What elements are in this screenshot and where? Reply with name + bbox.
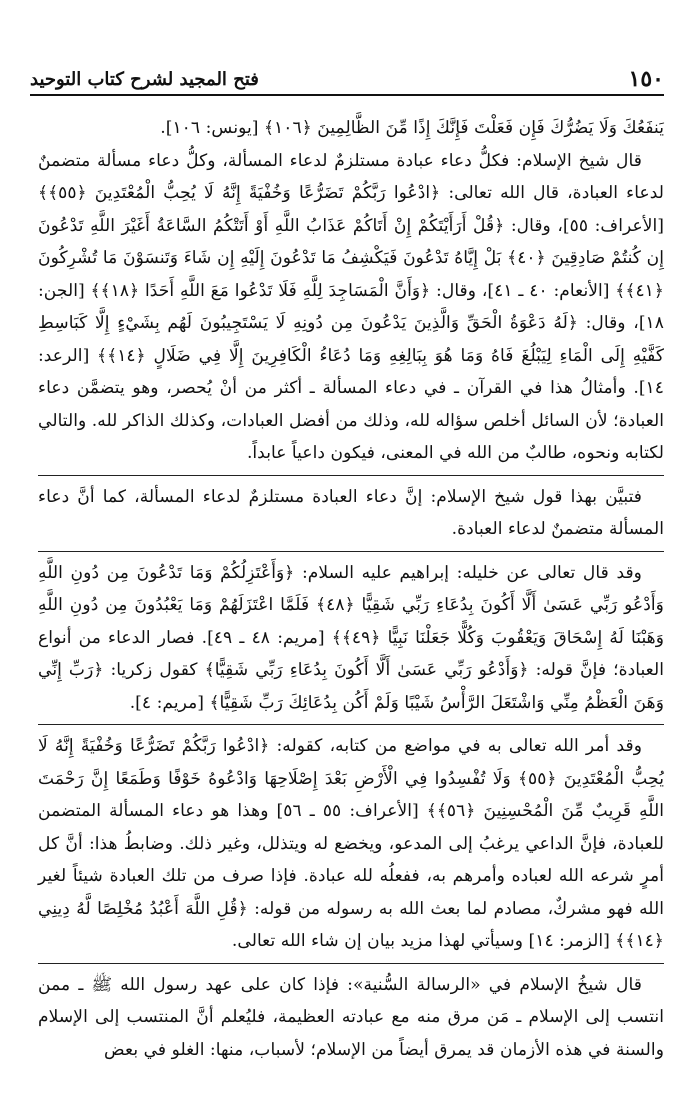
- page-header: [30, 60, 664, 96]
- book-title: فتح المجيد لشرح كتاب التوحيد: [30, 69, 259, 90]
- section-divider: [38, 963, 664, 964]
- paragraph-command: وقد أمر الله تعالى به في مواضع من كتابه، كقوله: ﴿ادْعُوا رَبَّكُمْ تَضَرُّعًا وَخُفْيَةً إِنَّهُ لَا يُحِبُّ الْمُعْتَدِينَ ﴿٥٥﴾ وَلَا تُفْسِدُوا فِي الْأَرْضِ بَعْدَ إِصْلَاحِهَا وَادْعُوهُ خَوْفًا وَطَمَعًا إِنَّ رَحْمَتَ اللَّهِ قَرِيبٌ مِّنَ الْمُحْسِنِينَ ﴿٥٦﴾﴾ [الأعراف: ٥٥ ـ ٥٦] وهذا هو دعاء المسألة المتضمن للعبادة، فإنَّ الداعي يرغبُ إلى المدعو، ويخضع له ويتذلل، وغير ذلك. وضابطُ هذا: أنَّ كل أمرٍ شرعه الله لعباده وأمرهم به، ففعلُه لله عبادة. فإذا صرف من تلك العبادة شيئاً لغير الله فهو مشركٌ، مصادم لما بعث الله به رسوله من قوله: ﴿قُلِ اللَّهَ أَعْبُدُ مُخْلِصًا لَّهُ دِينِي ﴿١٤﴾﴾ [الزمر: ١٤] وسيأتي لهذا مزيد بيان إن شاء الله تعالى.: [38, 736, 664, 951]
- paragraph-sunni-letter: قال شيخُ الإسلام في «الرسالة السُّنية»: فإذا كان على عهد رسول الله ﷺ ـ ممن انتسب إلى الإسلام ـ مَن مرق منه مع عبادته العظيمة، فليُعلم أنَّ المنتسب إلى الإسلام والسنة في هذه الأزمان قد يمرق أيضاً من الإسلام؛ لأسباب، منها: الغلو في بعض: [38, 974, 664, 1060]
- paragraph-ibn-taymiyyah-quote: قال شيخ الإسلام: فكلُّ دعاء عبادة مستلزمٌ لدعاء المسألة، وكلُّ دعاء مسألة متضمنٌ لدعاء العبادة، قال الله تعالى: ﴿ادْعُوا رَبَّكُمْ تَضَرُّعًا وَخُفْيَةً إِنَّهُ لَا يُحِبُّ الْمُعْتَدِينَ ﴿٥٥﴾﴾ [الأعراف: ٥٥]، وقال: ﴿قُلْ أَرَأَيْتَكُمْ إِنْ أَتَاكُمْ عَذَابُ اللَّهِ أَوْ أَتَتْكُمُ السَّاعَةُ أَغَيْرَ اللَّهِ تَدْعُونَ إِن كُنتُمْ صَادِقِينَ ﴿٤٠﴾ بَلْ إِيَّاهُ تَدْعُونَ فَيَكْشِفُ مَا تَدْعُونَ إِلَيْهِ إِن شَاءَ وَتَنسَوْنَ مَا تُشْرِكُونَ ﴿٤١﴾﴾ [الأنعام: ٤٠ ـ ٤١]، وقال: ﴿وَأَنَّ الْمَسَاجِدَ لِلَّهِ فَلَا تَدْعُوا مَعَ اللَّهِ أَحَدًا ﴿١٨﴾﴾ [الجن: ١٨]، وقال: ﴿لَهُ دَعْوَةُ الْحَقِّ وَالَّذِينَ يَدْعُونَ مِن دُونِهِ لَا يَسْتَجِيبُونَ لَهُم بِشَيْءٍ إِلَّا كَبَاسِطِ كَفَّيْهِ إِلَى الْمَاءِ لِيَبْلُغَ فَاهُ وَمَا هُوَ بِبَالِغِهِ وَمَا دُعَاءُ الْكَافِرِينَ إِلَّا فِي ضَلَالٍ ﴿١٤﴾﴾ [الرعد: ١٤]. وأمثالُ هذا في القرآن ـ في دعاء المسألة ـ أكثر من أنْ يُحصر، وهو يتضمَّن دعاء العبادة؛ لأن السائل أخلص سؤاله لله، وذلك من أفضل العبادات، وكذلك الذاكر لله. والتالي لكتابه ونحوه، طالبٌ من الله في المعنى، فيكون داعياً عابداً.: [38, 150, 664, 463]
- section-divider: [38, 724, 664, 725]
- paragraph-ibrahim: وقد قال تعالى عن خليله: إبراهيم عليه السلام: ﴿وَأَعْتَزِلُكُمْ وَمَا تَدْعُونَ مِن دُونِ اللَّهِ وَأَدْعُو رَبِّي عَسَىٰ أَلَّا أَكُونَ بِدُعَاءِ رَبِّي شَقِيًّا ﴿٤٨﴾ فَلَمَّا اعْتَزَلَهُمْ وَمَا يَعْبُدُونَ مِن دُونِ اللَّهِ وَهَبْنَا لَهُ إِسْحَاقَ وَيَعْقُوبَ وَكُلًّا جَعَلْنَا نَبِيًّا ﴿٤٩﴾﴾ [مريم: ٤٨ ـ ٤٩]. فصار الدعاء من أنواع العبادة؛ فإنَّ قوله: ﴿وَأَدْعُو رَبِّي عَسَىٰ أَلَّا أَكُونَ بِدُعَاءِ رَبِّي شَقِيًّا﴾ كقول زكريا: ﴿رَبِّ إِنِّي وَهَنَ الْعَظْمُ مِنِّي وَاشْتَعَلَ الرَّأْسُ شَيْبًا وَلَمْ أَكُن بِدُعَائِكَ رَبِّ شَقِيًّا﴾ [مريم: ٤].: [38, 562, 665, 713]
- page-body: [38, 112, 664, 1066]
- section-divider: [38, 551, 664, 552]
- paragraph-quran-continuation: يَنفَعُكَ وَلَا يَضُرُّكَ فَإِن فَعَلْتَ فَإِنَّكَ إِذًا مِّنَ الظَّالِمِينَ ﴿١٠٦﴾ [يونس: ١٠٦].: [160, 118, 664, 138]
- paragraph-conclusion: فتبيَّن بهذا قول شيخ الإسلام: إنَّ دعاء العبادة مستلزمٌ لدعاء المسألة، كما أنَّ دعاء المسألة متضمنٌ لدعاء العبادة.: [38, 486, 664, 539]
- section-divider: [38, 475, 664, 476]
- page-number: ١٥٠: [628, 66, 664, 92]
